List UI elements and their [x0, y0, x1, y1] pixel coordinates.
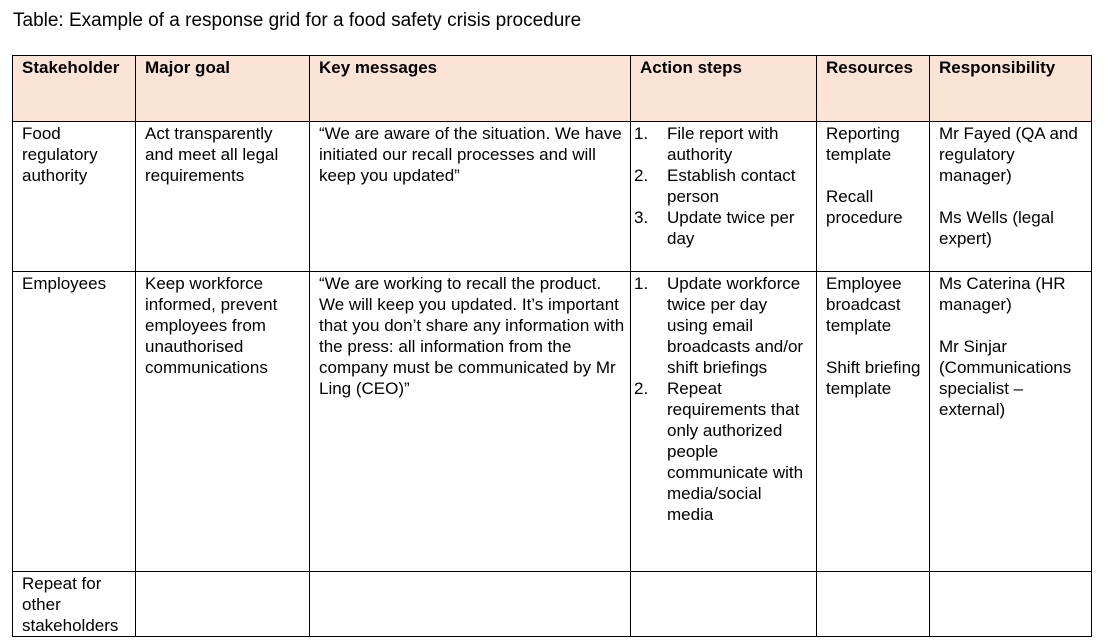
list-item — [634, 378, 811, 525]
cell-major-goal: Act transparently and meet all legal requirements — [136, 122, 310, 272]
resource-item: Shift briefing template — [826, 358, 921, 398]
cell-action-steps — [631, 122, 817, 272]
cell-key-messages — [310, 572, 631, 637]
header-action-steps: Action steps — [631, 56, 817, 122]
cell-key-messages: “We are working to recall the product. We will keep you updated. It’s important that you don’t share any information with the press: all information from the company must be communicated by Mr Ling (CEO)” — [310, 272, 631, 572]
cell-resources — [817, 122, 930, 272]
header-responsibility: Responsibility — [930, 56, 1092, 122]
cell-resources — [817, 572, 930, 637]
responsibility-item: Mr Sinjar (Communications specialist – external) — [939, 337, 1072, 419]
header-row — [13, 56, 1092, 122]
step-text: File report with authority — [667, 124, 779, 164]
responsibility-item: Ms Caterina (HR manager) — [939, 274, 1066, 314]
cell-stakeholder: Food regulatory authority — [13, 122, 136, 272]
table-row — [13, 272, 1092, 572]
cell-action-steps — [631, 572, 817, 637]
step-text: Update twice per day — [667, 208, 795, 248]
header-key-messages: Key messages — [310, 56, 631, 122]
table-row — [13, 122, 1092, 272]
cell-key-messages: “We are aware of the situation. We have initiated our recall processes and will keep you updated” — [310, 122, 631, 272]
cell-stakeholder: Employees — [13, 272, 136, 572]
paragraph-gap — [826, 165, 924, 186]
header-resources: Resources — [817, 56, 930, 122]
step-text: Repeat requirements that only authorized people communicate with media/social media — [667, 379, 804, 524]
resource-item: Recall procedure — [826, 187, 903, 227]
step-number: 3. — [634, 208, 649, 227]
resource-item: Employee broadcast template — [826, 274, 902, 335]
responsibility-item: Mr Fayed (QA and regulatory manager) — [939, 124, 1078, 185]
action-steps-list — [634, 123, 811, 249]
table-row — [13, 572, 1092, 637]
step-number: 1. — [634, 274, 649, 293]
cell-resources — [817, 272, 930, 572]
cell-responsibility — [930, 572, 1092, 637]
list-item — [634, 273, 811, 378]
step-text: Update workforce twice per day using email broadcasts and/or shift briefings — [667, 274, 804, 377]
step-text: Establish contact person — [667, 166, 796, 206]
list-item — [634, 123, 811, 165]
resource-item: Reporting template — [826, 124, 900, 164]
cell-stakeholder: Repeat for other stakeholders — [13, 572, 136, 637]
cell-action-steps — [631, 272, 817, 572]
paragraph-gap — [826, 336, 924, 357]
step-number: 2. — [634, 166, 649, 185]
response-grid-table — [12, 55, 1092, 637]
action-steps-list — [634, 273, 811, 525]
step-number: 2. — [634, 379, 649, 398]
step-number: 1. — [634, 124, 649, 143]
paragraph-gap — [939, 315, 1086, 336]
list-item — [634, 207, 811, 249]
cell-major-goal — [136, 572, 310, 637]
cell-responsibility — [930, 122, 1092, 272]
paragraph-gap — [939, 186, 1086, 207]
header-stakeholder: Stakeholder — [13, 56, 136, 122]
cell-responsibility — [930, 272, 1092, 572]
list-item — [634, 165, 811, 207]
responsibility-item: Ms Wells (legal expert) — [939, 208, 1054, 248]
header-major-goal: Major goal — [136, 56, 310, 122]
cell-major-goal: Keep workforce informed, prevent employees from unauthorised communications — [136, 272, 310, 572]
table-caption: Table: Example of a response grid for a food safety crisis procedure — [13, 10, 582, 31]
